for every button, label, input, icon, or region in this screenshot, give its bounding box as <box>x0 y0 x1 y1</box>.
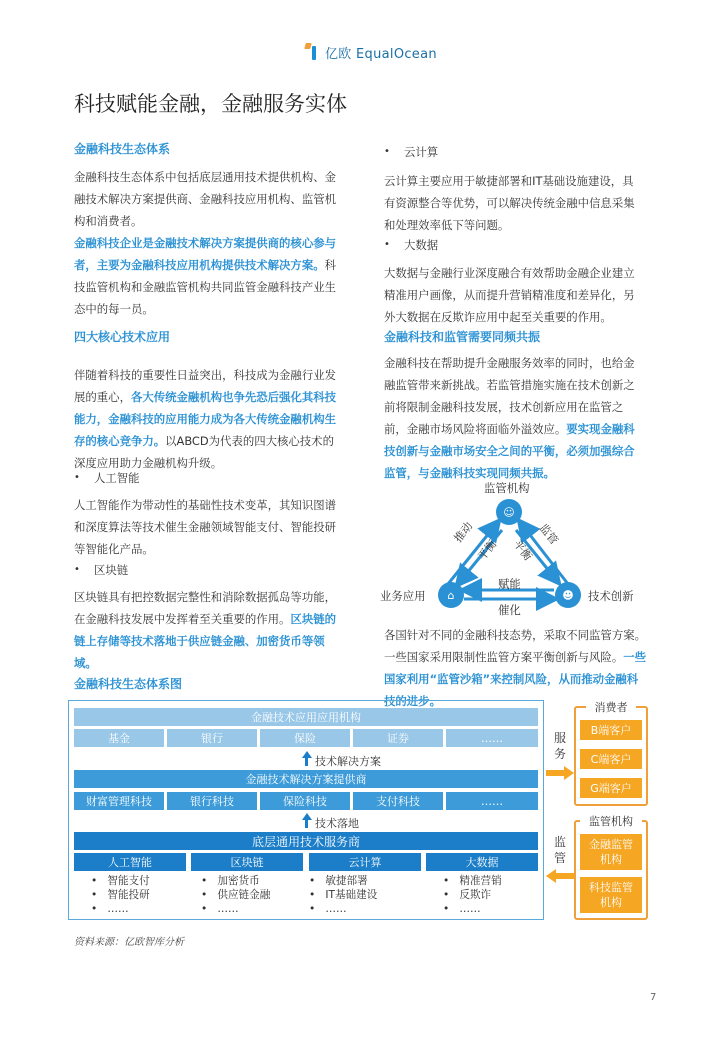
list-item: • …… <box>443 903 481 915</box>
side-label-supervise: 监管 <box>553 835 566 865</box>
consumer-g: G端客户 <box>580 778 642 798</box>
list-item: • …… <box>309 903 347 915</box>
highlight-text: 一些国家利用“监管沙箱”来控制风险，从而推动金融科技的进步。 <box>384 650 647 708</box>
page-number: 7 <box>650 992 657 1003</box>
tech-list-blockchain <box>201 874 270 916</box>
arrow-stem <box>305 757 308 766</box>
body-text: 科技监管机构和金融监管机构共同监管金融科技产业生态中的每一员。 <box>74 258 337 316</box>
section-title-regulation: 金融科技和监管需要同频共振 <box>384 330 541 344</box>
edge-label-supervise: 监管 <box>536 521 561 547</box>
list-item: • 反欺诈 <box>443 889 492 901</box>
section-title-ecosystem: 金融科技生态体系 <box>74 142 171 156</box>
list-item: • 敏捷部署 <box>309 875 368 887</box>
bullet-dot-icon: • <box>384 239 390 250</box>
paragraph-cloud: 云计算主要应用于敏捷部署和IT基础设施建设，具有资源整合等优势，可以解决传统金融中信息采集和处理效率低下等问题。 <box>384 174 635 232</box>
body-text: 各国针对不同的金融科技态势，采取不同监管方案。一些国家采用限制性监管方案平衡创新与风险。 <box>384 628 646 664</box>
layer-infra-cell: 云计算 <box>309 853 421 871</box>
regulator-title: 监管机构 <box>580 813 642 829</box>
consumer-c: C端客户 <box>580 749 642 769</box>
layer-solution-title: 金融技术解决方案提供商 <box>74 770 538 788</box>
list-item: • …… <box>91 903 129 915</box>
service-arrow-icon <box>546 766 574 780</box>
layer-solution-cell: 银行科技 <box>167 792 257 810</box>
layer-infra-cell: 区块链 <box>191 853 303 871</box>
consumer-b: B端客户 <box>580 720 642 740</box>
paragraph-blockchain <box>74 586 344 674</box>
paragraph-ecosystem-intro: 金融科技生态体系中包括底层通用技术提供机构、金融技术解决方案提供商、金融科技应用机构、监管机构和消费者。 <box>74 170 336 228</box>
highlight-text: 区块链的链上存储等技术落地于供应链金融、加密货币等领域。 <box>74 612 337 670</box>
edge-label-push: 推动 <box>451 519 476 545</box>
list-item: • 供应链金融 <box>201 889 271 901</box>
body-text: 区块链具有把控数据完整性和消除数据孤岛等功能，在金融科技发展中发挥着至关重要的作用。 <box>74 590 336 626</box>
paragraph-ecosystem-detail <box>74 232 344 320</box>
highlight-text: 金融科技企业是金融技术解决方案提供商的核心参与者，主要为金融科技应用机构提供技术解决方案。 <box>74 236 336 272</box>
layer-application-title: 金融技术应用应用机构 <box>74 708 538 726</box>
layer-application-cell: 基金 <box>74 729 164 747</box>
arrow-label-solution: 技术解决方案 <box>315 755 381 768</box>
list-item: • 智能支付 <box>91 875 150 887</box>
tech-list-cloud <box>309 874 377 916</box>
list-item: • IT基础建设 <box>309 889 378 901</box>
logo-icon <box>305 43 321 61</box>
arrow-stem <box>305 819 308 828</box>
bullet-label: 大数据 <box>404 238 439 252</box>
paragraph-regulation <box>384 352 644 484</box>
svg-text:☺: ☺ <box>503 506 515 519</box>
layer-solution-cell: 支付科技 <box>353 792 443 810</box>
node-label-regulator: 监管机构 <box>484 481 530 495</box>
bullet-dot-icon: • <box>74 472 80 483</box>
bullet-cloud <box>384 143 438 161</box>
layer-solution-cell: 保险科技 <box>260 792 350 810</box>
edge-label-balance-right: 平衡 <box>510 537 535 563</box>
tech-list-ai <box>91 874 150 916</box>
paragraph-ai: 人工智能作为带动性的基础性技术变革，其知识图谱和深度算法等技术催生金融领域智能支付、智能投研等智能化产品。 <box>74 498 336 556</box>
layer-infra-cell: 人工智能 <box>74 853 186 871</box>
body-text: 金融科技在帮助提升金融服务效率的同时，也给金融监管带来新挑战。若监管措施实施在技术创新之前将限制金融科技发展，技术创新应用在监管之前，金融市场风险将面临外溢效应。 <box>384 356 635 436</box>
bullet-ai <box>74 469 140 487</box>
paragraph-core-tech <box>74 364 344 474</box>
list-item: • 智能投研 <box>91 889 150 901</box>
consumer-title: 消费者 <box>586 699 636 715</box>
regulator-finance: 金融监管机构 <box>580 834 642 870</box>
section-title-core-tech: 四大核心技术应用 <box>74 330 171 344</box>
svg-text:☻: ☻ <box>562 589 574 602</box>
body-text: 以ABCD为代表的四大核心技术的深度应用助力金融机构升级。 <box>74 434 334 470</box>
bullet-label: 云计算 <box>404 145 439 159</box>
bullet-label: 人工智能 <box>94 471 140 485</box>
supervise-arrow-icon <box>546 869 574 883</box>
layer-application-cell: 银行 <box>167 729 257 747</box>
bullet-dot-icon: • <box>74 564 80 575</box>
node-label-tech: 技术创新 <box>588 589 634 603</box>
highlight-text: 要实现金融科技创新与金融市场安全之间的平衡，必须加强综合监管，与金融科技实现同频共振。 <box>384 422 635 480</box>
bullet-label: 区块链 <box>94 563 129 577</box>
brand-logo <box>305 38 437 66</box>
svg-text:⌂: ⌂ <box>447 589 455 602</box>
layer-solution-cell: 财富管理科技 <box>74 792 164 810</box>
side-label-service: 服务 <box>553 731 566 761</box>
diagram-title: 金融科技生态体系图 <box>74 677 183 691</box>
body-text: 伴随着科技的重要性日益突出，科技成为金融行业发展的重心， <box>74 368 336 404</box>
list-item: • 精准营销 <box>443 875 502 887</box>
edge-label-balance-left: 平衡 <box>475 537 500 563</box>
logo-text: 亿欧 EqualOcean <box>325 46 437 62</box>
regulator-tech: 科技监管机构 <box>580 877 642 913</box>
bullet-blockchain <box>74 561 128 579</box>
node-label-business: 业务应用 <box>380 589 426 603</box>
layer-infra-cell: 大数据 <box>426 853 538 871</box>
paragraph-bigdata: 大数据与金融行业深度融合有效帮助金融企业建立精准用户画像，从而提升营销精准度和差异化，另外大数据在反欺诈应用中起至关重要的作用。 <box>384 266 635 324</box>
source-note: 资料来源：亿欧智库分析 <box>74 937 184 948</box>
edge-label-empower: 赋能 <box>498 577 521 591</box>
bullet-dot-icon: • <box>384 146 390 157</box>
tech-list-bigdata <box>443 874 502 916</box>
list-item: • …… <box>201 903 239 915</box>
page-title: 科技赋能金融，金融服务实体 <box>74 92 347 116</box>
bullet-bigdata <box>384 236 438 254</box>
ecosystem-diagram <box>68 700 544 920</box>
layer-solution-cell: …… <box>446 792 538 810</box>
layer-application-cell: …… <box>446 729 538 747</box>
layer-application-cell: 证券 <box>353 729 443 747</box>
highlight-text: 各大传统金融机构也争先恐后强化其科技能力，金融科技的应用能力成为各大传统金融机构生存的核心竞争力。 <box>74 390 337 448</box>
edge-label-catalyze: 催化 <box>498 603 521 617</box>
list-item: • 加密货币 <box>201 875 260 887</box>
layer-infra-title: 底层通用技术服务商 <box>74 832 538 850</box>
layer-application-cell: 保险 <box>260 729 350 747</box>
arrow-label-landing: 技术落地 <box>315 817 359 830</box>
